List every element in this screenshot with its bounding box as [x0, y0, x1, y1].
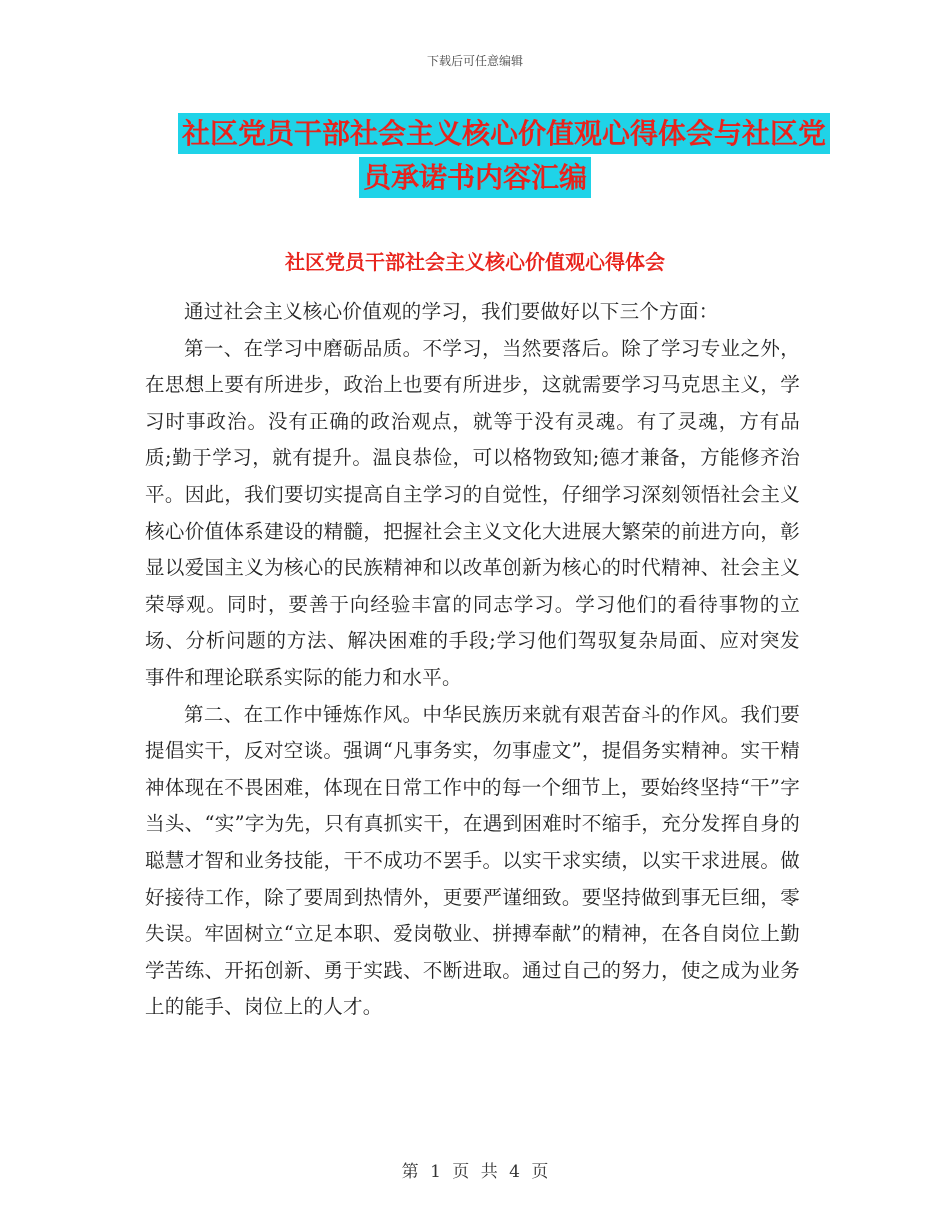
paragraph-first-point: 第一、在学习中磨砺品质。不学习，当然要落后。除了学习专业之外，在思想上要有所进步，政治上也要有所进步，这就需要学习马克思主义，学习时事政治。没有正确的政治观点，就等于没有灵魂。有了灵魂，方有品质;勤于学习，就有提升。温良恭俭，可以格物致知;德才兼备，方能修齐治平。因此，我们要切实提高自主学习的自觉性，仔细学习深刻领悟社会主义核心价值体系建设的精髓，把握社会主义文化大进展大繁荣的前进方向，彰显以爱国主义为核心的民族精神和以改革创新为核心的时代精神、社会主义荣辱观。同时，要善于向经验丰富的同志学习。学习他们的看待事物的立场、分析问题的方法、解决困难的手段;学习他们驾驭复杂局面、应对突发事件和理论联系实际的能力和水平。: [145, 336, 800, 689]
section-heading: 社区党员干部社会主义核心价值观心得体会: [285, 250, 665, 274]
title-highlight-1: 社区党员干部社会主义核心价值观心得体会与社区党: [178, 113, 830, 154]
page-number-footer: 第 1 页 共 4 页: [401, 1162, 549, 1182]
document-title-line-1: [178, 112, 878, 152]
document-body: [145, 294, 800, 1026]
paragraph-second-point: 第二、在工作中锤炼作风。中华民族历来就有艰苦奋斗的作风。我们要提倡实干，反对空谈。强调“凡事务实，勿事虚文”，提倡务实精神。实干精神体现在不畏困难，体现在日常工作中的每一个细节上，要始终坚持“干”字当头、“实”字为先，只有真抓实干，在遇到困难时不缩手，充分发挥自身的聪慧才智和业务技能，干不成功不罢手。以实干求实绩，以实干求进展。做好接待工作，除了要周到热情外，更要严谨细致。要坚持做到事无巨细，零失误。牢固树立“立足本职、爱岗敬业、拼搏奉献”的精神，在各自岗位上勤学苦练、开拓创新、勇于实践、不断进取。通过自己的努力，使之成为业务上的能手、岗位上的人才。: [145, 702, 800, 1019]
document-title-line-2: [0, 156, 950, 196]
paragraph-intro: 通过社会主义核心价值观的学习，我们要做好以下三个方面：: [184, 300, 719, 323]
page-header-note: 下载后可任意编辑: [426, 54, 523, 68]
title-highlight-2: 员承诺书内容汇编: [359, 157, 591, 198]
